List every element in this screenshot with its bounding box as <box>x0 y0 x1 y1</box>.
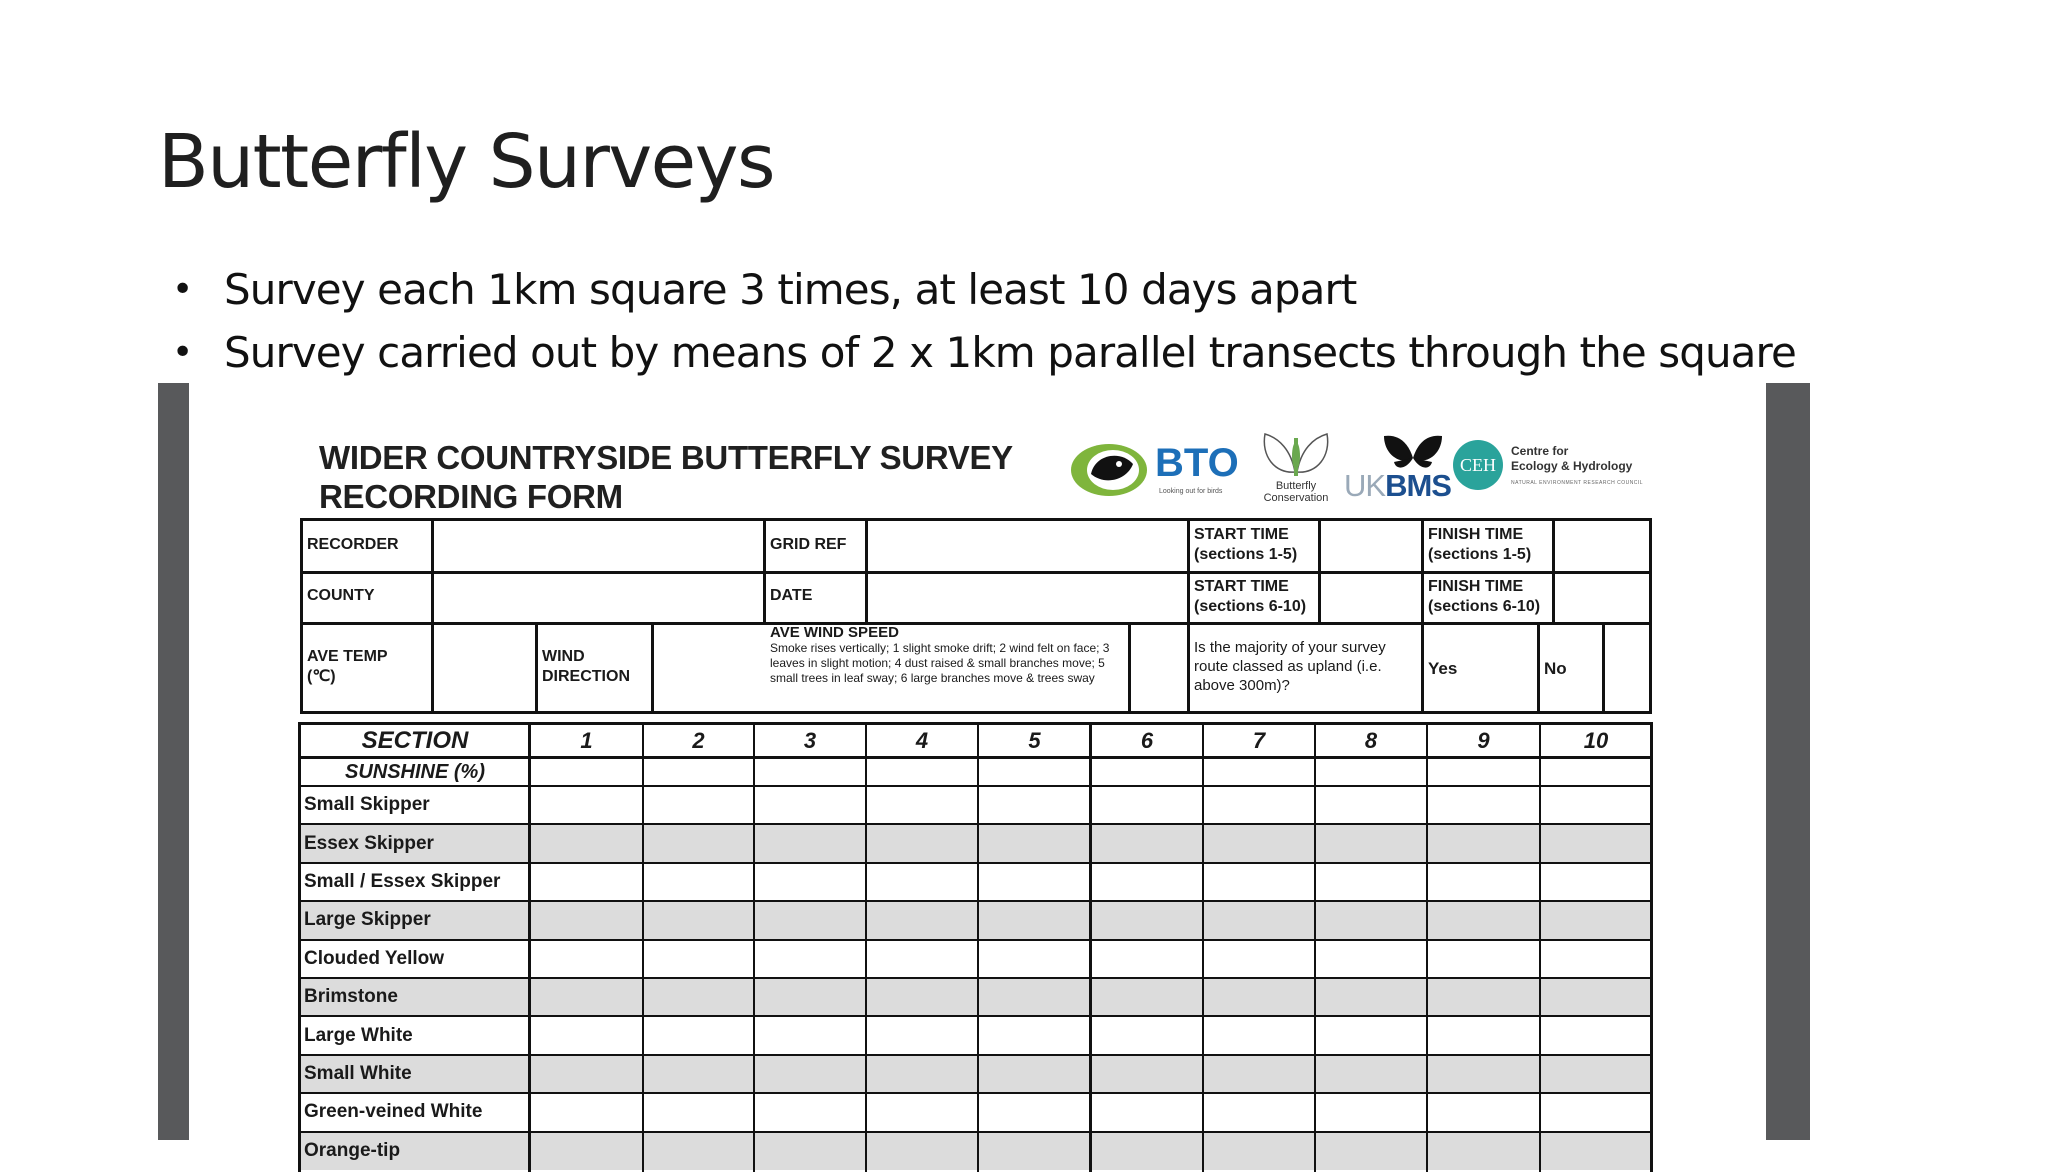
table-rule <box>528 722 531 1172</box>
section-number: 6 <box>1140 728 1154 753</box>
count-cell[interactable] <box>754 978 866 1016</box>
count-cell[interactable] <box>866 978 978 1016</box>
species-row <box>300 824 1652 862</box>
count-cell[interactable] <box>1091 978 1203 1016</box>
species-row <box>300 1093 1652 1131</box>
ceh-tagline: NATURAL ENVIRONMENT RESEARCH COUNCIL <box>1511 480 1644 486</box>
count-cell[interactable] <box>530 940 643 978</box>
section-number: 8 <box>1364 728 1378 753</box>
section-number: 2 <box>692 728 705 753</box>
no-label: No <box>1544 659 1567 678</box>
count-cell[interactable] <box>643 978 754 1016</box>
table-rule <box>300 1054 1652 1056</box>
grid-ref-label: GRID REF <box>770 536 847 553</box>
table-rule <box>642 722 644 1172</box>
section-number: 3 <box>803 728 817 753</box>
count-cell[interactable] <box>643 1016 754 1054</box>
count-cell[interactable] <box>643 1055 754 1093</box>
ave-temp-label: AVE TEMP (℃) <box>307 648 388 685</box>
count-cell[interactable] <box>1427 1093 1540 1131</box>
count-cell[interactable] <box>866 940 978 978</box>
species-row <box>300 901 1652 939</box>
section-number: 10 <box>1583 728 1609 753</box>
count-cell[interactable] <box>1540 978 1652 1016</box>
count-cell[interactable] <box>978 1055 1091 1093</box>
count-cell[interactable] <box>978 1132 1091 1170</box>
table-rule <box>300 939 1652 941</box>
start-time-1-label: START TIME (sections 1-5) <box>1194 526 1298 563</box>
ukbms-wordmark: UKBMS <box>1344 468 1451 503</box>
count-cell[interactable] <box>1427 978 1540 1016</box>
upland-yes-box[interactable] <box>1481 625 1537 714</box>
ceh-logo <box>1453 440 1673 496</box>
count-cell[interactable] <box>1091 901 1203 939</box>
count-cell[interactable] <box>754 824 866 862</box>
count-cell[interactable] <box>1427 824 1540 862</box>
sunshine-cell[interactable] <box>530 758 643 786</box>
date-label: DATE <box>770 587 813 604</box>
table-rule <box>300 756 1652 759</box>
county-field[interactable] <box>434 574 763 622</box>
sunshine-cell[interactable] <box>1203 758 1315 786</box>
count-cell[interactable] <box>643 824 754 862</box>
start-time-1-field[interactable] <box>1321 521 1421 571</box>
county-label: COUNTY <box>307 587 375 604</box>
species-name: Large Skipper <box>304 909 431 931</box>
butterfly-icon <box>1378 428 1448 472</box>
start-time-2-label: START TIME (sections 6-10) <box>1194 578 1307 615</box>
finish-time-1-field[interactable] <box>1555 521 1649 571</box>
count-cell[interactable] <box>643 1093 754 1131</box>
count-cell[interactable] <box>1315 863 1427 901</box>
count-cell[interactable] <box>1540 901 1652 939</box>
species-row <box>300 940 1652 978</box>
sunshine-cell[interactable] <box>1091 758 1203 786</box>
count-cell[interactable] <box>1203 1055 1315 1093</box>
count-cell[interactable] <box>754 1132 866 1170</box>
count-cell[interactable] <box>643 863 754 901</box>
table-rule <box>1089 722 1092 1172</box>
species-name: Small / Essex Skipper <box>304 870 501 892</box>
count-cell[interactable] <box>1203 786 1315 824</box>
count-cell[interactable] <box>1203 1093 1315 1131</box>
sunshine-cell[interactable] <box>1540 758 1652 786</box>
count-cell[interactable] <box>643 901 754 939</box>
count-cell[interactable] <box>530 1093 643 1131</box>
count-cell[interactable] <box>1091 1055 1203 1093</box>
species-row <box>300 786 1652 824</box>
count-cell[interactable] <box>1315 1093 1427 1131</box>
count-cell[interactable] <box>866 1016 978 1054</box>
form-title: WIDER COUNTRYSIDE BUTTERFLY SURVEY RECORDING FORM <box>319 439 1013 515</box>
count-cell[interactable] <box>530 901 643 939</box>
ave-temp-field[interactable] <box>434 625 535 714</box>
bird-icon <box>1069 440 1153 498</box>
count-cell[interactable] <box>1203 863 1315 901</box>
table-rule <box>1650 722 1653 1172</box>
count-cell[interactable] <box>866 1093 978 1131</box>
count-cell[interactable] <box>1315 978 1427 1016</box>
count-cell[interactable] <box>1427 901 1540 939</box>
ave-wind-speed-field[interactable] <box>1131 625 1187 714</box>
count-cell[interactable] <box>754 863 866 901</box>
recorder-label: RECORDER <box>307 536 399 553</box>
finish-time-1-label: FINISH TIME (sections 1-5) <box>1428 526 1532 563</box>
count-cell[interactable] <box>866 863 978 901</box>
count-cell[interactable] <box>754 940 866 978</box>
species-row <box>300 978 1652 1016</box>
table-rule <box>300 1131 1652 1133</box>
table-rule <box>300 900 1652 902</box>
section-header-row <box>300 724 1652 758</box>
count-cell[interactable] <box>978 824 1091 862</box>
table-rule <box>300 862 1652 864</box>
table-rule <box>1426 722 1428 1172</box>
section-number: 4 <box>915 728 929 753</box>
count-cell[interactable] <box>1540 824 1652 862</box>
sunshine-label: SUNSHINE (%) <box>344 760 485 783</box>
butterfly-conservation-label: Butterfly Conservation <box>1263 480 1329 504</box>
count-cell[interactable] <box>1427 1055 1540 1093</box>
count-cell[interactable] <box>1091 863 1203 901</box>
count-cell[interactable] <box>1203 978 1315 1016</box>
count-cell[interactable] <box>754 1016 866 1054</box>
count-cell[interactable] <box>866 1132 978 1170</box>
survey-details-block <box>300 518 1652 714</box>
recorder-field[interactable] <box>434 521 763 571</box>
count-cell[interactable] <box>1427 1132 1540 1170</box>
count-cell[interactable] <box>643 786 754 824</box>
count-cell[interactable] <box>1540 1055 1652 1093</box>
bullet-list <box>172 258 1796 384</box>
count-cell[interactable] <box>643 1132 754 1170</box>
table-rule <box>300 785 1652 787</box>
species-name: Brimstone <box>304 986 398 1008</box>
bullet-item: • Survey each 1km square 3 times, at least 10 days apart <box>172 258 1796 321</box>
count-cell[interactable] <box>1315 901 1427 939</box>
count-cell[interactable] <box>1540 1016 1652 1054</box>
section-number: 5 <box>1028 728 1041 753</box>
count-cell[interactable] <box>1427 940 1540 978</box>
count-cell[interactable] <box>978 786 1091 824</box>
count-cell[interactable] <box>978 1093 1091 1131</box>
count-cell[interactable] <box>1315 824 1427 862</box>
count-cell[interactable] <box>866 901 978 939</box>
grid-ref-field[interactable] <box>868 521 1187 571</box>
yes-label: Yes <box>1428 659 1458 678</box>
butterfly-icon <box>1255 428 1337 484</box>
species-name: Small White <box>304 1062 412 1084</box>
document-viewer <box>158 383 1810 1161</box>
section-number: 1 <box>580 728 593 753</box>
ceh-mark: CEH <box>1453 440 1503 490</box>
partner-logos <box>1069 428 1669 518</box>
sunshine-cell[interactable] <box>1315 758 1427 786</box>
count-cell[interactable] <box>1540 940 1652 978</box>
count-cell[interactable] <box>1091 824 1203 862</box>
count-cell[interactable] <box>530 1055 643 1093</box>
table-rule <box>300 1015 1652 1017</box>
count-cell[interactable] <box>1203 1016 1315 1054</box>
species-row <box>300 1016 1652 1054</box>
bullet-item: • Survey carried out by means of 2 x 1km parallel transects through the square <box>172 321 1796 384</box>
count-cell[interactable] <box>1540 1093 1652 1131</box>
count-cell[interactable] <box>754 786 866 824</box>
count-cell[interactable] <box>1203 901 1315 939</box>
finish-time-2-field[interactable] <box>1555 574 1649 622</box>
table-rule <box>1539 722 1541 1172</box>
sunshine-cell[interactable] <box>1427 758 1540 786</box>
ave-wind-speed-label: AVE WIND SPEED Smoke rises vertically; 1 slight smoke drift; 2 wind felt on face; 3 leaves in slight motion; 4 dust raised & small branches move; 5 small trees in leaf sway; 6 large branches move & trees sway <box>770 624 1110 685</box>
bto-wordmark: BTO <box>1155 441 1239 485</box>
count-cell[interactable] <box>530 863 643 901</box>
count-cell[interactable] <box>1091 1093 1203 1131</box>
sunshine-cell[interactable] <box>866 758 978 786</box>
ukbms-logo <box>1344 428 1451 510</box>
section-header: SECTION <box>361 727 469 754</box>
bto-tagline: Looking out for birds <box>1159 488 1223 495</box>
count-cell[interactable] <box>754 901 866 939</box>
count-cell[interactable] <box>530 786 643 824</box>
count-cell[interactable] <box>754 1055 866 1093</box>
species-row <box>300 1132 1652 1170</box>
table-rule <box>300 977 1652 979</box>
count-cell[interactable] <box>1540 863 1652 901</box>
count-cell[interactable] <box>1091 1132 1203 1170</box>
count-cell[interactable] <box>1540 786 1652 824</box>
table-rule <box>300 722 1652 725</box>
sunshine-cell[interactable] <box>754 758 866 786</box>
count-cell[interactable] <box>1203 1132 1315 1170</box>
table-rule <box>1314 722 1316 1172</box>
species-name: Small Skipper <box>304 794 430 816</box>
count-cell[interactable] <box>643 940 754 978</box>
count-cell[interactable] <box>1203 940 1315 978</box>
bto-logo <box>1069 440 1237 496</box>
count-cell[interactable] <box>1427 863 1540 901</box>
count-cell[interactable] <box>530 978 643 1016</box>
finish-time-2-label: FINISH TIME (sections 6-10) <box>1428 578 1541 615</box>
count-cell[interactable] <box>754 1093 866 1131</box>
count-cell[interactable] <box>1427 786 1540 824</box>
count-cell[interactable] <box>978 901 1091 939</box>
butterfly-conservation-logo <box>1255 428 1337 510</box>
species-name: Green-veined White <box>304 1101 483 1123</box>
count-cell[interactable] <box>1540 1132 1652 1170</box>
species-name: Large White <box>304 1024 413 1046</box>
count-cell[interactable] <box>978 940 1091 978</box>
sunshine-cell[interactable] <box>978 758 1091 786</box>
count-cell[interactable] <box>1091 940 1203 978</box>
count-cell[interactable] <box>866 824 978 862</box>
count-cell[interactable] <box>866 1055 978 1093</box>
section-number: 7 <box>1252 728 1266 753</box>
upland-question: Is the majority of your survey route classed as upland (i.e. above 300m)? <box>1194 639 1386 694</box>
table-rule <box>300 1092 1652 1094</box>
table-rule <box>298 722 301 1172</box>
start-time-2-field[interactable] <box>1321 574 1421 622</box>
count-cell[interactable] <box>1315 1016 1427 1054</box>
count-cell[interactable] <box>866 786 978 824</box>
count-cell[interactable] <box>1315 1132 1427 1170</box>
count-cell[interactable] <box>978 978 1091 1016</box>
sunshine-cell[interactable] <box>643 758 754 786</box>
table-rule <box>300 823 1652 825</box>
count-cell[interactable] <box>1427 1016 1540 1054</box>
wind-direction-field[interactable] <box>654 625 766 714</box>
count-cell[interactable] <box>1315 786 1427 824</box>
wind-direction-label: WIND DIRECTION <box>542 648 630 685</box>
count-cell[interactable] <box>1203 824 1315 862</box>
species-name: Clouded Yellow <box>304 947 445 969</box>
slide-title: Butterfly Surveys <box>158 119 775 205</box>
date-field[interactable] <box>868 574 1187 622</box>
count-cell[interactable] <box>530 824 643 862</box>
count-cell[interactable] <box>978 863 1091 901</box>
ceh-name: Centre for Ecology & Hydrology <box>1511 444 1633 473</box>
count-cell[interactable] <box>530 1016 643 1054</box>
count-cell[interactable] <box>978 1016 1091 1054</box>
table-rule <box>1202 722 1204 1172</box>
species-row <box>300 1055 1652 1093</box>
species-name: Orange-tip <box>304 1139 401 1161</box>
count-cell[interactable] <box>1315 1055 1427 1093</box>
section-number: 9 <box>1477 728 1490 753</box>
sunshine-row <box>300 758 1652 786</box>
table-rule <box>865 722 867 1172</box>
count-cell[interactable] <box>1091 1016 1203 1054</box>
upland-no-box[interactable] <box>1605 625 1649 714</box>
count-cell[interactable] <box>1091 786 1203 824</box>
count-cell[interactable] <box>530 1132 643 1170</box>
table-rule <box>753 722 755 1172</box>
count-cell[interactable] <box>1315 940 1427 978</box>
species-name: Essex Skipper <box>304 832 434 854</box>
table-rule <box>977 722 979 1172</box>
recording-form-page <box>189 383 1766 1161</box>
species-row <box>300 863 1652 901</box>
